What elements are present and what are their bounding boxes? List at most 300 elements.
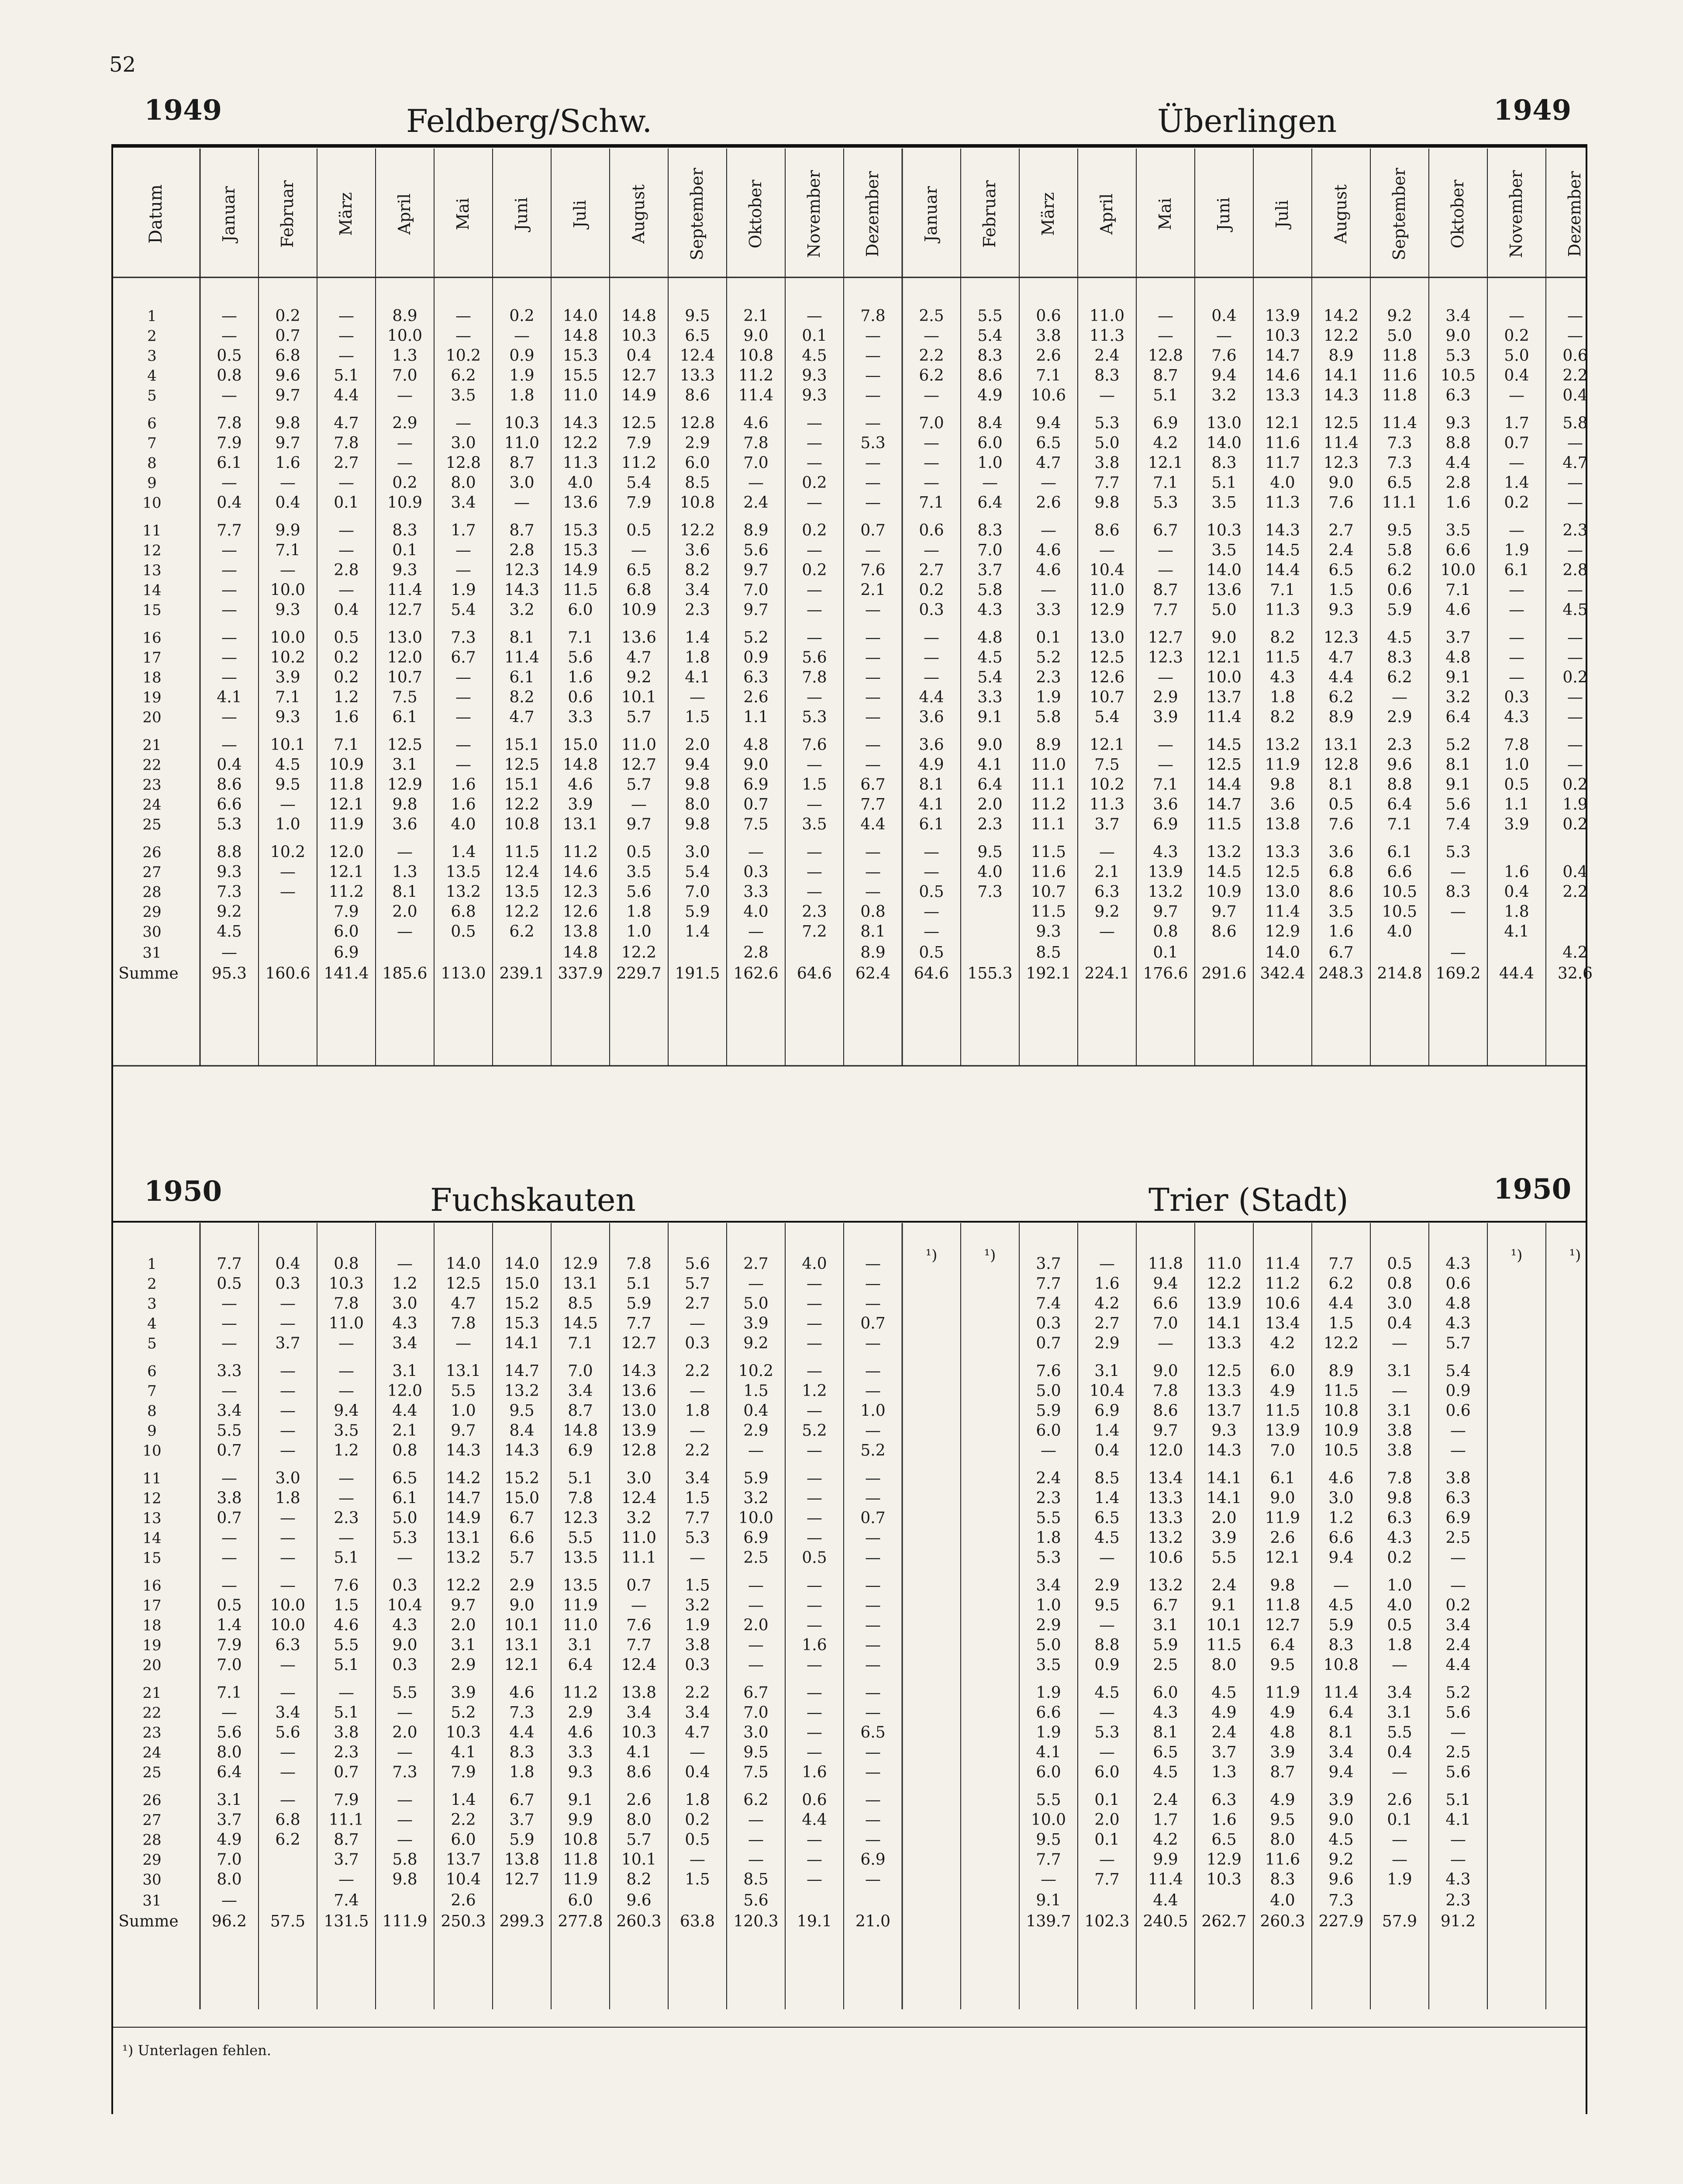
bottom-cell: 3.0 [275,1469,300,1487]
top-cell: 11.4 [387,581,423,599]
bottom-cell: 12.4 [621,1489,657,1507]
top-cell: 6.2 [1387,561,1412,579]
top-cell: 13.5 [504,883,540,901]
top-cell: 13.7 [1206,688,1242,706]
bottom-cell: 15.0 [504,1489,540,1507]
top-cell: 4.1 [977,756,1003,774]
bottom-cell: 6.3 [1387,1509,1412,1527]
bottom-cell: 2.0 [1211,1509,1237,1527]
top-cell: — [807,601,822,619]
top-cell: 12.0 [387,649,423,667]
bottom-cell: 4.1 [1036,1743,1061,1762]
bottom-cell: 2.6 [1387,1791,1412,1809]
top-cell: 5.0 [1387,327,1412,345]
top-cell: 12.3 [562,883,598,901]
month-header: Dezember [1565,171,1584,257]
bottom-cell: 0.3 [392,1576,417,1595]
top-cell: 0.4 [1211,307,1237,325]
top-cell: 7.6 [1328,494,1354,512]
bottom-cell: — [807,1295,822,1313]
top-cell: — [1509,387,1524,404]
bottom-day-label: 12 [142,1489,162,1507]
bottom-cell: 13.3 [1148,1489,1183,1507]
top-cell: 13.2 [445,883,481,901]
bottom-cell: 14.3 [621,1362,657,1380]
bottom-cell: 0.3 [685,1334,710,1352]
bottom-day-label: 19 [142,1637,162,1654]
month-header: Juni [1214,197,1233,231]
top-cell: — [338,581,354,599]
bottom-cell: 21.0 [855,1912,891,1931]
bottom-cell: 6.6 [509,1529,535,1547]
top-cell: 11.5 [504,843,540,861]
top-cell: 0.6 [919,522,944,539]
top-cell: — [455,414,471,432]
bottom-cell: 3.0 [392,1295,417,1313]
bottom-cell: — [280,1382,296,1400]
top-day-label: 11 [142,522,162,539]
bottom-cell: 9.1 [1211,1597,1237,1614]
top-cell: — [865,843,881,861]
bottom-cell: 4.3 [1153,1704,1178,1722]
top-cell: 8.4 [977,414,1003,432]
bottom-cell: 3.4 [392,1334,417,1352]
top-cell: — [865,387,881,404]
top-cell: 8.3 [977,522,1003,539]
bottom-cell: 9.0 [392,1636,417,1654]
top-cell: 11.8 [328,776,364,794]
top-cell: 11.5 [1206,816,1242,833]
bottom-cell: — [1099,1851,1115,1869]
bottom-cell: — [338,1382,354,1400]
top-cell: 12.5 [387,736,423,754]
bottom-cell: 9.8 [1270,1576,1295,1595]
bottom-cell: 10.6 [1148,1549,1183,1567]
top-cell: 10.2 [270,843,306,861]
bottom-cell: — [338,1469,354,1487]
month-header: September [1390,168,1409,260]
bottom-cell: 5.5 [217,1422,242,1440]
top-cell: 2.1 [860,581,886,599]
bottom-cell: 13.5 [562,1549,598,1567]
bottom-cell: 5.5 [1211,1549,1237,1567]
top-cell: 1.0 [1504,756,1529,774]
top-cell: 0.2 [509,307,535,325]
bottom-cell: 7.0 [568,1362,593,1380]
bottom-cell: 7.7 [1036,1851,1061,1869]
top-cell: 7.1 [1387,816,1412,833]
top-cell: 6.0 [334,923,359,941]
top-cell: 11.4 [738,387,774,404]
bottom-cell: — [1158,1334,1173,1352]
top-cell: 0.2 [802,474,827,492]
bottom-cell: 13.1 [445,1362,481,1380]
top-cell: 1.4 [451,843,476,861]
bottom-cell: 2.9 [1036,1616,1061,1635]
top-cell: 9.3 [392,561,417,579]
top-cell: 11.5 [1031,843,1066,861]
top-cell: 7.3 [1387,454,1412,472]
top-cell: 13.0 [1089,629,1125,647]
bottom-cell: 4.5 [1094,1529,1120,1547]
top-cell: — [1450,863,1466,881]
top-cell: 8.6 [1328,883,1354,901]
bottom-cell: 4.4 [1153,1891,1178,1910]
top-cell: — [1567,494,1583,512]
bottom-cell: 0.3 [1036,1314,1061,1333]
bottom-cell: — [397,1791,413,1809]
bottom-cell: 14.1 [1206,1469,1242,1487]
top-cell: — [1509,601,1524,619]
bottom-cell: 3.1 [1387,1704,1412,1722]
bottom-day-label: 28 [142,1831,162,1849]
bottom-cell: — [865,1275,881,1293]
top-cell: — [807,541,822,560]
top-cell: 3.6 [392,816,417,833]
top-cell: 13.8 [1265,816,1300,833]
bottom-cell: 0.7 [217,1441,242,1460]
top-cell: 160.6 [265,964,310,983]
bottom-day-label: 7 [147,1382,157,1400]
bottom-cell: 3.8 [1387,1441,1412,1460]
bottom-cell: 11.0 [621,1529,657,1547]
top-cell: 4.4 [860,816,886,833]
top-cell: 6.2 [451,366,476,385]
top-cell: 4.7 [1562,454,1588,472]
top-cell: 12.1 [328,795,364,814]
top-cell: — [865,474,881,492]
bottom-cell: 4.9 [1211,1704,1237,1722]
top-cell: — [865,366,881,385]
top-cell: 2.4 [1328,541,1354,560]
top-cell: 14.8 [562,756,598,774]
bottom-cell: 6.4 [1328,1704,1354,1722]
bottom-cell: 2.2 [451,1811,476,1829]
top-cell: 191.5 [675,964,720,983]
top-cell: 1.4 [1504,474,1529,492]
top-cell: 9.2 [1094,903,1120,921]
top-cell: 7.9 [334,903,359,921]
bottom-cell: 12.3 [562,1509,598,1527]
top-cell: 6.3 [1445,387,1471,404]
top-cell: 11.4 [1265,903,1300,921]
top-cell: — [455,688,471,706]
bottom-cell: 3.2 [743,1489,769,1507]
top-cell: 0.7 [1504,434,1529,452]
bottom-cell: 0.4 [1387,1743,1412,1762]
top-cell: 10.3 [504,414,540,432]
bottom-cell: 2.3 [334,1509,359,1527]
top-cell: 2.2 [1562,366,1588,385]
top-cell: 1.6 [451,795,476,814]
bottom-cell: — [631,1597,647,1614]
top-cell: 5.1 [1211,474,1237,492]
top-cell: 7.0 [743,454,769,472]
top-cell: 15.1 [504,736,540,754]
bottom-cell: 7.0 [1270,1441,1295,1460]
top-cell: 8.3 [1387,649,1412,667]
top-cell: — [1099,387,1115,404]
top-cell: 8.3 [1445,883,1471,901]
top-cell: 10.2 [445,347,481,365]
top-cell: — [865,541,881,560]
bottom-cell: 6.0 [451,1831,476,1849]
top-cell: 192.1 [1026,964,1071,983]
top-cell: 8.0 [685,795,710,814]
top-cell: 9.4 [685,756,710,774]
top-cell: 6.0 [977,434,1003,452]
top-day-label: 30 [142,923,162,941]
top-cell: 11.5 [562,581,598,599]
month-header: April [1097,193,1116,235]
top-cell: 4.5 [977,649,1003,667]
bottom-cell: — [221,1704,237,1722]
bottom-cell: 8.5 [1094,1469,1120,1487]
top-cell: 9.3 [275,601,300,619]
month-header: Februar [278,180,297,248]
top-cell: 15.3 [562,347,598,365]
bottom-cell: — [338,1362,354,1380]
bottom-cell: 1.0 [1387,1576,1412,1595]
bottom-cell: — [1450,1851,1466,1869]
top-cell: — [1509,307,1524,325]
bottom-cell: 9.7 [451,1597,476,1614]
top-cell: — [221,736,237,754]
top-cell: 12.7 [621,366,657,385]
bottom-cell: — [1099,1616,1115,1635]
top-cell: 10.4 [1089,561,1125,579]
bottom-cell: 6.2 [1328,1275,1354,1293]
top-cell: 11.6 [1031,863,1066,881]
top-cell: — [865,414,881,432]
top-cell: — [924,843,939,861]
bottom-cell: 13.8 [504,1851,540,1869]
top-cell: — [221,541,237,560]
top-cell: 5.7 [626,708,652,726]
bottom-cell: 5.1 [568,1469,593,1487]
bottom-cell: 3.7 [217,1811,242,1829]
top-cell: 1.6 [1445,494,1471,512]
top-cell: 1.5 [802,776,827,794]
bottom-cell: 0.7 [217,1509,242,1527]
top-cell: 5.3 [860,434,886,452]
top-cell: 10.1 [270,736,306,754]
top-cell: 14.0 [1206,434,1242,452]
bottom-cell: 9.6 [626,1891,652,1910]
top-cell: 239.1 [499,964,545,983]
bottom-cell: — [1099,1549,1115,1567]
bottom-cell: 4.0 [802,1255,827,1273]
top-cell: 13.3 [1265,843,1300,861]
bottom-day-label: 3 [147,1295,157,1313]
bottom-cell: 7.9 [451,1763,476,1781]
bottom-cell: 3.4 [685,1469,710,1487]
top-cell: 15.3 [562,541,598,560]
top-cell: 2.9 [392,414,417,432]
bottom-cell: 6.5 [1153,1743,1178,1762]
bottom-cell: 14.7 [445,1489,481,1507]
bottom-cell: — [865,1549,881,1567]
top-cell: 248.3 [1318,964,1364,983]
bottom-cell: — [280,1743,296,1762]
top-cell: 0.5 [334,629,359,647]
bottom-cell: 13.4 [1148,1469,1183,1487]
top-cell: 10.6 [1031,387,1066,404]
top-cell: 14.9 [562,561,598,579]
bottom-cell: 9.9 [1153,1851,1178,1869]
top-cell: 7.1 [1445,581,1471,599]
top-cell: 4.1 [919,795,944,814]
bottom-cell: — [397,1743,413,1762]
bottom-cell: 4.9 [1270,1382,1295,1400]
top-cell: 4.4 [1445,454,1471,472]
bottom-cell: 2.0 [392,1724,417,1742]
top-cell: 7.8 [860,307,886,325]
bottom-cell: 6.5 [392,1469,417,1487]
top-cell: — [338,522,354,539]
top-cell: — [397,843,413,861]
top-cell: 11.9 [1265,756,1300,774]
bottom-cell: 4.4 [392,1402,417,1420]
top-cell: — [280,561,296,579]
bottom-cell: 5.5 [392,1684,417,1702]
month-header: August [1331,184,1350,244]
bottom-cell: — [338,1870,354,1889]
bottom-cell: 4.5 [1153,1763,1178,1781]
top-cell: 3.3 [977,688,1003,706]
top-cell: — [807,863,822,881]
top-cell: 12.7 [387,601,423,619]
bottom-cell: 0.8 [1387,1275,1412,1293]
bottom-cell: 4.2 [1270,1334,1295,1352]
top-cell: 12.0 [328,843,364,861]
top-cell: 6.9 [1153,414,1178,432]
top-cell: — [280,795,296,814]
top-cell: 7.1 [1270,581,1295,599]
top-cell: 5.3 [1094,414,1120,432]
top-cell: — [1567,688,1583,706]
top-day-label: 29 [142,903,162,921]
bottom-cell: 2.2 [685,1362,710,1380]
top-cell: — [455,668,471,687]
top-cell: 14.6 [1265,366,1300,385]
top-cell: 9.3 [1328,601,1354,619]
bottom-cell: 0.6 [802,1791,827,1809]
top-cell: 6.8 [1328,863,1354,881]
top-day-label: 6 [147,415,157,432]
bottom-cell: 9.3 [1211,1422,1237,1440]
top-day-label: 22 [142,756,162,774]
bottom-cell: — [397,1255,413,1273]
bottom-cell: — [807,1724,822,1742]
bottom-cell: 13.2 [445,1549,481,1567]
top-cell: 7.0 [919,414,944,432]
bottom-cell: — [748,1811,764,1829]
top-cell: 12.8 [1323,756,1359,774]
bottom-cell: 10.3 [1206,1870,1242,1889]
top-cell: 13.6 [621,629,657,647]
top-cell: 7.1 [568,629,593,647]
bottom-cell: 5.3 [1036,1549,1061,1567]
top-cell: 5.2 [743,629,769,647]
top-station-left: Feldberg/Schw. [406,103,652,139]
top-summe-label: Summe [118,964,179,983]
top-cell: 7.6 [802,736,827,754]
top-cell: — [1450,943,1466,962]
top-cell: 1.2 [334,688,359,706]
bottom-cell: 2.2 [685,1441,710,1460]
top-cell: 7.8 [217,414,242,432]
top-cell: 1.1 [1504,795,1529,814]
top-cell: 10.9 [621,601,657,619]
top-cell: 14.3 [504,581,540,599]
top-cell: — [221,601,237,619]
top-cell: 0.2 [1504,494,1529,512]
top-cell: — [865,883,881,901]
bottom-cell: 1.4 [217,1616,242,1635]
top-day-label: 14 [142,581,162,599]
top-cell: 1.0 [275,816,300,833]
bottom-cell: — [690,1743,705,1762]
top-cell: 11.2 [621,454,657,472]
top-cell: 4.1 [217,688,242,706]
top-cell: 6.8 [275,347,300,365]
bottom-cell: — [280,1549,296,1567]
top-cell: — [1567,649,1583,667]
top-cell: 7.3 [977,883,1003,901]
bottom-cell: — [280,1576,296,1595]
bottom-cell: 5.2 [802,1422,827,1440]
bottom-cell: 0.4 [275,1255,300,1273]
top-cell: 3.6 [1328,843,1354,861]
bottom-cell: 1.5 [685,1870,710,1889]
top-cell: 5.7 [626,776,652,794]
top-cell: 11.3 [1089,327,1125,345]
top-cell: 4.4 [334,387,359,404]
top-cell: 2.6 [1036,347,1061,365]
bottom-cell: 1.4 [451,1791,476,1809]
top-cell: 1.6 [334,708,359,726]
top-cell: 0.6 [1036,307,1061,325]
top-cell: — [1158,307,1173,325]
top-cell: 3.9 [1153,708,1178,726]
bottom-cell: — [397,1811,413,1829]
top-cell: 9.5 [685,307,710,325]
top-cell: 3.6 [1153,795,1178,814]
bottom-cell: — [280,1422,296,1440]
top-cell: 12.7 [1148,629,1183,647]
top-cell: 2.1 [1094,863,1120,881]
top-cell: 337.9 [558,964,603,983]
top-cell: 2.7 [1328,522,1354,539]
top-cell: — [1158,541,1173,560]
bottom-day-label: 2 [147,1275,157,1293]
top-year-right: 1949 [1493,94,1572,127]
bottom-cell: 5.1 [1445,1791,1471,1809]
top-cell: 2.4 [1094,347,1120,365]
bottom-cell: — [865,1422,881,1440]
bottom-cell: 4.6 [509,1684,535,1702]
bottom-cell: 10.8 [1323,1656,1359,1674]
top-cell: 8.7 [509,454,535,472]
top-cell: 7.0 [685,883,710,901]
bottom-cell: 3.9 [1270,1743,1295,1762]
top-cell: 0.5 [626,843,652,861]
bottom-cell: 3.4 [1036,1576,1061,1595]
bottom-cell: 7.4 [334,1891,359,1910]
bottom-cell: 7.7 [217,1255,242,1273]
top-cell: — [1567,307,1583,325]
